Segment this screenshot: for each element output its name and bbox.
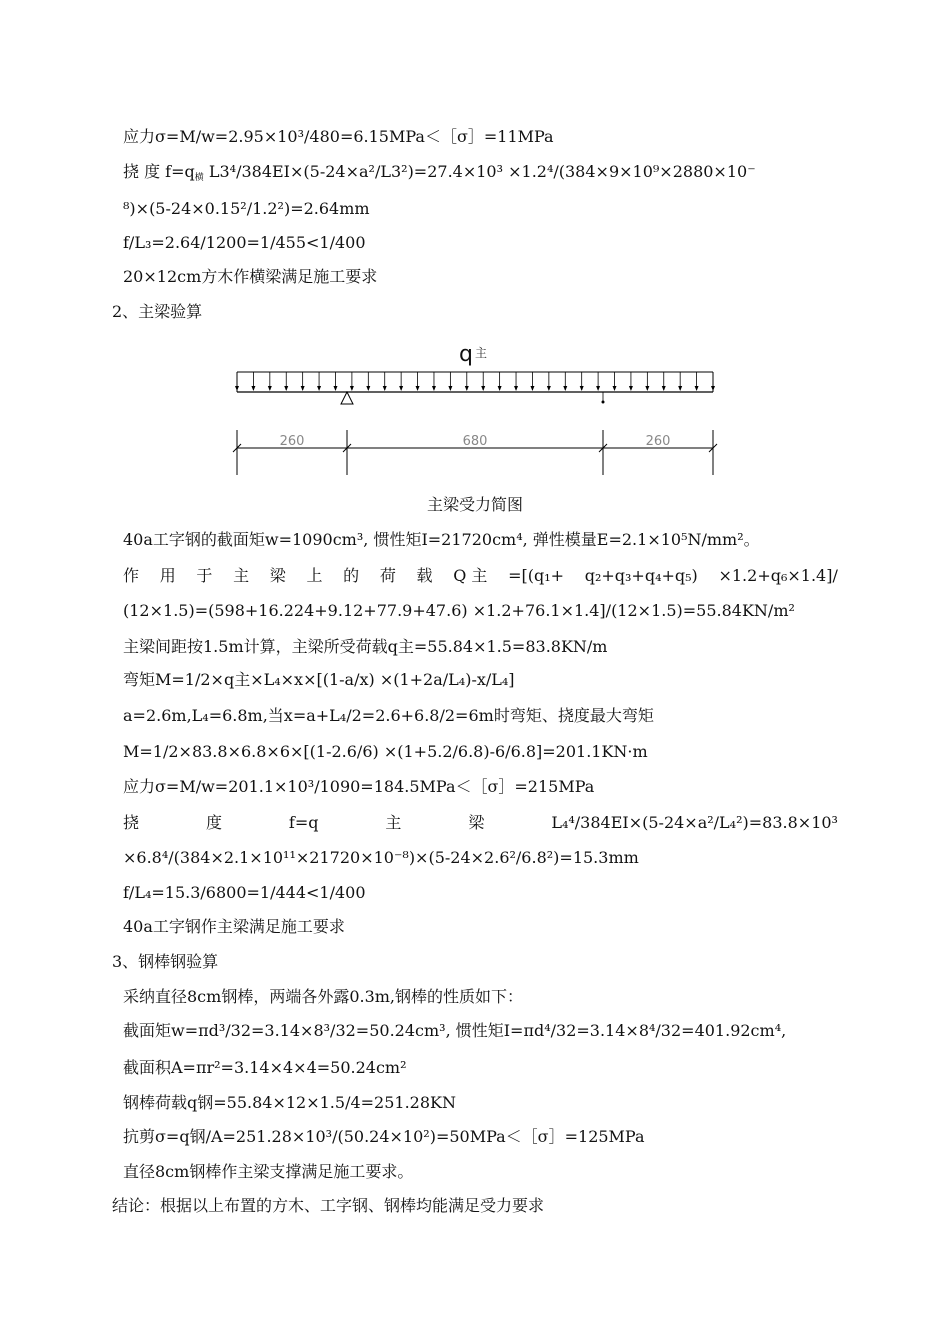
text-line: 弯矩M=1/2×q主×L₄×x×[(1-a/x) ×(1+2a/L₄)-x/L₄] [123,670,515,689]
load-arrow [695,372,699,391]
text-line: 应力σ=M/w=201.1×10³/1090=184.5MPa＜［σ］=215MPa [123,777,595,796]
load-arrow [596,372,600,391]
load-arrow [366,372,370,391]
word: 载 [416,566,433,585]
text-line: 钢棒荷载q钢=55.84×12×1.5/4=251.28KN [123,1093,456,1112]
word: 的 [343,566,360,585]
text-line: 截面积A=πr²=3.14×4×4=50.24cm² [123,1058,407,1077]
text-line: 40a工字钢的截面矩w=1090cm³, 惯性矩I=21720cm⁴, 弹性模量E=2.1×10⁵N/mm²。 [123,530,760,549]
word: 主 [233,566,250,585]
text-line: 抗剪σ=q钢/A=251.28×10³/(50.24×10²)=50MPa＜［σ］=125MPa [123,1127,645,1146]
load-arrow [645,372,649,391]
load-arrow [317,372,321,391]
load-arrow [613,372,617,391]
load-arrow [350,372,354,391]
word: 挠 [123,813,140,832]
beam-diagram [230,335,720,480]
text-line: 主梁间距按1.5m计算，主梁所受荷载q主=55.84×1.5=83.8KN/m [123,637,608,656]
load-arrow [530,372,534,391]
text-line: a=2.6m,L₄=6.8m,当x=a+L₄/2=2.6+6.8/2=6m时弯矩、挠度最大弯矩 [123,706,654,725]
load-arrow [711,372,715,391]
load-arrow [383,372,387,391]
text-line: ⁸)×(5-24×0.15²/1.2²)=2.64mm [123,199,370,218]
span-label-left: 260 [279,434,305,449]
text-line: 直径8cm钢棒作主梁支撑满足施工要求。 [123,1162,414,1181]
load-arrow [301,372,305,391]
span-label-right: 260 [645,434,671,449]
load-arrow [498,372,502,391]
word: 荷 [379,566,396,585]
load-arrow [268,372,272,391]
load-arrow [416,372,420,391]
text-segment: L3⁴/384EI×(5-24×a²/L3²)=27.4×10³ ×1.2⁴/(384×9×10⁹×2880×10⁻ [203,162,756,181]
text-line: 应力σ=M/w=2.95×10³/480=6.15MPa＜［σ］=11MPa [123,127,554,146]
load-arrow [465,372,469,391]
word: q₂+q₃+q₄+q₅) [584,566,698,585]
load-arrow [580,372,584,391]
support-pin [341,392,353,404]
load-arrow [678,372,682,391]
word: f=q [288,813,319,832]
dimension-lines [233,430,717,475]
text-line: f/L₃=2.64/1200=1/455<1/400 [123,233,366,252]
text-line: (12×1.5)=(598+16.224+9.12+77.9+47.6) ×1.2+76.1×1.4]/(12×1.5)=55.84KN/m² [123,601,795,620]
load-arrow [432,372,436,391]
word: 作 [123,566,140,585]
load-arrow [399,372,403,391]
text-line [123,162,756,182]
text-line: 采纳直径8cm钢棒，两端各外露0.3m,钢棒的性质如下： [123,987,524,1006]
word: 上 [306,566,323,585]
word: 用 [159,566,176,585]
load-arrow [629,372,633,391]
text-line: M=1/2×83.8×6.8×6×[(1-2.6/6) ×(1+5.2/6.8)-6/6.8]=201.1KN·m [123,742,648,761]
load-arrow [514,372,518,391]
text-line: 20×12cm方木作横梁满足施工要求 [123,267,378,286]
section-heading: 2、主梁验算 [112,302,203,321]
load-arrow [662,372,666,391]
text-line: 40a工字钢作主梁满足施工要求 [123,917,345,936]
text-line: f/L₄=15.3/6800=1/444<1/400 [123,883,366,902]
text-line-justified [123,813,838,833]
word: Q 主 [453,566,488,585]
load-arrow [284,372,288,391]
text-segment: 挠 度 f=q [123,162,195,181]
load-subscript: 主 [475,346,488,360]
text-line: 截面矩w=πd³/32=3.14×8³/32=50.24cm³, 惯性矩I=πd⁴/32=3.14×8⁴/32=401.92cm⁴, [123,1021,787,1040]
word: 于 [196,566,213,585]
load-arrow [235,372,239,391]
section-heading: 3、钢棒钢验算 [112,952,219,971]
conclusion-line: 结论：根据以上布置的方木、工字钢、钢棒均能满足受力要求 [112,1196,545,1215]
text-line-justified [123,566,838,586]
load-symbol: q [459,342,473,367]
load-arrows [235,372,715,391]
load-arrow [448,372,452,391]
load-arrow [333,372,337,391]
load-arrow [251,372,255,391]
word: 梁 [468,813,485,832]
word: ×1.2+q₆×1.4]/ [718,566,838,585]
load-arrow [481,372,485,391]
load-arrow [547,372,551,391]
word: L₄⁴/384EI×(5-24×a²/L₄²)=83.8×10³ [551,813,838,832]
diagram-caption: 主梁受力简图 [426,495,523,514]
word: 度 [205,813,222,832]
word: 主 [385,813,402,832]
span-label-middle: 680 [462,434,488,449]
text-line: ×6.8⁴/(384×2.1×10¹¹×21720×10⁻⁸)×(5-24×2.6²/6.8²)=15.3mm [123,848,639,867]
word: 梁 [269,566,286,585]
word: =[(q₁+ [508,566,565,585]
load-label [459,342,487,367]
load-arrow [563,372,567,391]
subscript: 横 [194,173,204,183]
